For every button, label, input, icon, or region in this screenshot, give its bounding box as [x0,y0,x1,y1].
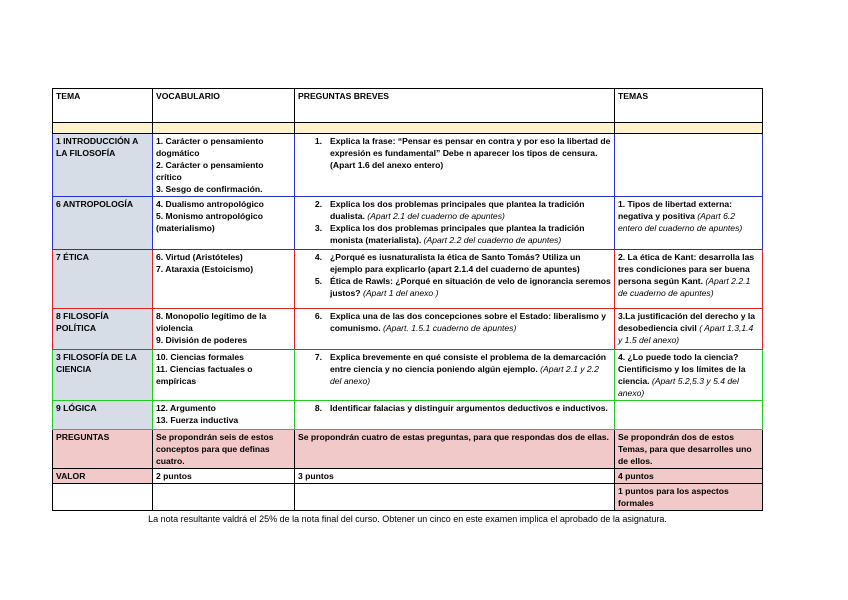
topic-row [53,309,763,350]
topic-item [618,198,759,234]
vocab-cell [153,197,295,250]
topic-cell: 3 FILOSOFÍA DE LA CIENCIA [53,350,153,401]
vocab-item: 9. División de poderes [156,335,248,345]
question-item [298,275,611,299]
question-item [298,222,611,246]
topic-cell: 8 FILOSOFÍA POLÍTICA [53,309,153,350]
topic-item [618,351,759,399]
topic-row [53,401,763,430]
vocab-cell [153,401,295,430]
topic-rows [53,134,763,430]
vocab-item: 7. Ataraxia (Estoicismo) [156,264,254,274]
topics-cell [615,401,763,430]
topics-cell [615,309,763,350]
vocab-item: 4. Dualismo antropológico [156,199,264,209]
topic-item [618,251,759,299]
topic-row [53,250,763,309]
vocab-cell [153,250,295,309]
questions-cell [295,309,615,350]
question-text: Explica los dos problemas principales que plantea la tradición monista (materialista). [330,223,585,245]
question-number: 3. [314,223,322,233]
question-text: Ética de Rawls: ¿Porqué en situación de velo de ignorancia seremos justos? [330,276,611,298]
vocab-item: 13. Fuerza inductiva [156,415,239,425]
header-row [53,89,763,123]
question-number: 7. [314,352,322,362]
vocab-item: 3. Sesgo de confirmación. [156,184,263,194]
topic-text: 2. La ética de Kant: desarrolla las tres condiciones para ser buena persona según Kant. [618,252,755,286]
vocab-cell [153,350,295,401]
topic-row [53,197,763,250]
question-number: 6. [314,311,322,321]
footer-note: La nota resultante valdrá el 25% de la nota final del curso. Obtener un cinco en este examen implica el aprobado de la asignatura. [148,514,667,524]
preguntas-questions: Se propondrán cuatro de estas preguntas, para que respondas dos de ellas. [295,430,615,469]
topics-cell [615,250,763,309]
questions-cell [295,401,615,430]
questions-cell [295,197,615,250]
topic-item [618,310,759,346]
preguntas-row [53,430,763,469]
questions-cell [295,350,615,401]
header-temas: TEMAS [615,89,763,123]
vocab-item: 10. Ciencias formales [156,352,244,362]
valor-topics: 4 puntos [615,469,763,484]
footer-row [53,511,763,527]
topic-reference: (Apart 6.2 entero del cuaderno de apuntes) [618,211,743,233]
topic-row [53,350,763,401]
question-reference: (Apart. 1.5.1 cuaderno de apuntes) [383,323,517,333]
topics-cell [615,197,763,250]
question-reference: (Apart 2.2 del cuaderno de apuntes) [423,235,562,245]
vocab-item: 2. Carácter o pensamiento crítico [156,160,264,182]
question-item [298,198,611,222]
question-item [298,351,611,387]
header-preguntas: PREGUNTAS BREVES [295,89,615,123]
topic-text: 4. ¿Lo puede todo la ciencia? Cientificismo y los límites de la ciencia. [618,352,746,386]
topics-cell [615,350,763,401]
vocab-item: 1. Carácter o pensamiento dogmático [156,136,264,158]
spacer-row [53,123,763,134]
question-number: 1. [314,136,322,146]
question-item [298,135,611,171]
question-number: 5. [314,276,322,286]
topics-cell [615,134,763,197]
valor-questions: 3 puntos [295,469,615,484]
topic-text: 1. Tipos de libertad externa: negativa y positiva [618,199,732,221]
question-number: 2. [314,199,322,209]
vocab-item: 12. Argumento [156,403,216,413]
exam-structure-table [52,88,763,526]
topic-cell: 1 INTRODUCCIÓN A LA FILOSOFÍA [53,134,153,197]
extra-topics: 1 puntos para los aspectos formales [615,484,763,511]
vocab-cell [153,134,295,197]
questions-cell [295,250,615,309]
topic-text: 3.La justificación del derecho y la desobediencia civil [618,311,756,333]
question-reference: (Apart 1 del anexo ) [362,288,439,298]
preguntas-label: PREGUNTAS [53,430,153,469]
question-number: 4. [314,252,322,262]
topic-reference: ( Apart 1.3,1.4 y 1.5 del anexo) [618,323,754,345]
question-number: 8. [314,403,322,413]
valor-label: VALOR [53,469,153,484]
vocab-item: 6. Virtud (Aristóteles) [156,252,243,262]
question-reference: (Apart 2.1 y 2.2 del anexo) [330,364,599,386]
question-reference: (Apart 2.1 del cuaderno de apuntes) [367,211,505,221]
topic-row [53,134,763,197]
topic-reference: (Apart 2.2.1 de cuaderno de apuntes) [618,276,751,298]
extra-row [53,484,763,511]
question-item [298,310,611,334]
header-vocabulario: VOCABULARIO [153,89,295,123]
question-text: Identificar falacias y distinguir argumentos deductivos e inductivos. [330,403,608,413]
question-text: Explica brevemente en qué consiste el problema de la demarcación entre ciencia y no ciencia poniendo algún ejemplo. [330,352,607,374]
questions-cell [295,134,615,197]
preguntas-vocab: Se propondrán seis de estos conceptos para que definas cuatro. [153,430,295,469]
topic-cell: 6 ANTROPOLOGÍA [53,197,153,250]
question-text: Explica la frase: “Pensar es pensar en contra y por eso la libertad de expresión es fundamental” Debe n aparecer los tipos de censura. (Apart 1.6 del anexo entero) [330,136,611,170]
header-tema: TEMA [53,89,153,123]
vocab-item: 8. Monopolio legítimo de la violencia [156,311,267,333]
vocab-item: 5. Monismo antropológico (materialismo) [156,211,263,233]
question-text: Explica los dos problemas principales que plantea la tradición dualista. [330,199,585,221]
question-item [298,251,611,275]
topic-reference: (Apart 5.2,5.3 y 5.4 del anexo) [618,376,739,398]
question-text: ¿Porqué es iusnaturalista la ética de Santo Tomás? Utiliza un ejemplo para explicarlo (apart 2.1.4 del cuaderno de apuntes) [330,252,581,274]
question-item [298,402,611,414]
vocab-cell [153,309,295,350]
valor-vocab: 2 puntos [153,469,295,484]
valor-row [53,469,763,484]
vocab-item: 11. Ciencias factuales o empíricas [156,364,253,386]
topic-cell: 9 LÓGICA [53,401,153,430]
topic-cell: 7 ÉTICA [53,250,153,309]
question-text: Explica una de las dos concepciones sobre el Estado: liberalismo y comunismo. [330,311,607,333]
preguntas-topics: Se propondrán dos de estos Temas, para que desarrolles uno de ellos. [615,430,763,469]
